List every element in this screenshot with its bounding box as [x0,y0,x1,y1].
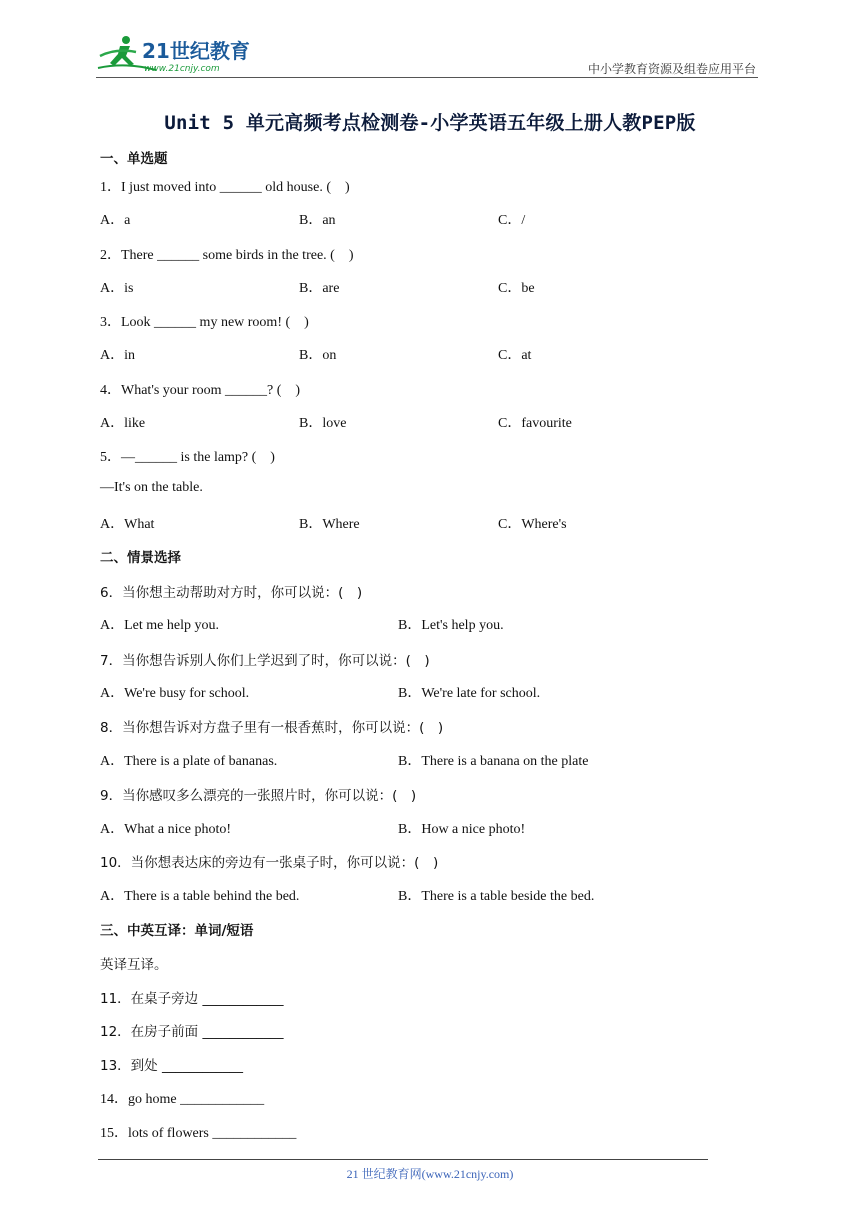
question-1-option-a: A．a [100,213,131,228]
question-6-option-b: B．Let's help you. [398,618,504,633]
section-heading-1: 一、单选题 [100,151,168,167]
section-heading-2: 二、情景选择 [100,550,181,566]
question-8-option-a: A．There is a plate of bananas. [100,754,278,769]
question-9-option-a: A．What a nice photo! [100,822,232,837]
question-7: 7．当你想告诉别人你们上学迟到了时，你可以说：( ) [100,653,430,669]
question-15: 15．lots of flowers ____________ [100,1126,297,1141]
question-8: 8．当你想告诉对方盘子里有一根香蕉时，你可以说：( ) [100,720,444,736]
question-11: 11．在桌子旁边 ____________ [100,991,284,1007]
question-5-reply: —It's on the table. [100,480,203,495]
question-1-option-b: B．an [299,213,336,228]
question-5-option-a: A．What [100,517,155,532]
question-2-option-a: A．is [100,281,134,296]
question-2-option-b: B．are [299,281,340,296]
question-5-option-b: B．Where [299,517,360,532]
question-13: 13．到处 ____________ [100,1058,243,1074]
question-3-option-b: B．on [299,348,337,363]
question-1: 1．I just moved into ______ old house. ( ) [100,180,350,195]
question-2: 2．There ______ some birds in the tree. ( ) [100,248,354,263]
question-2-option-c: C．be [498,281,535,296]
question-9: 9．当你感叹多么漂亮的一张照片时，你可以说：( ) [100,788,417,804]
question-4: 4．What's your room ______? ( ) [100,383,301,398]
question-6: 6．当你想主动帮助对方时，你可以说：( ) [100,585,363,601]
question-14: 14．go home ____________ [100,1092,265,1107]
svg-text:21世纪教育: 21世纪教育 [142,39,250,63]
question-4-option-a: A．like [100,416,146,431]
question-6-option-a: A．Let me help you. [100,618,219,633]
page-title: Unit 5 单元高频考点检测卷-小学英语五年级上册人教PEP版 [164,112,696,134]
question-5: 5．—______ is the lamp? ( ) [100,450,275,465]
page-footer: 21 世纪教育网(www.21cnjy.com) [346,1167,514,1181]
question-3-option-a: A．in [100,348,135,363]
question-5-option-c: C．Where's [498,517,567,532]
question-1-option-c: C．/ [498,213,526,228]
question-12: 12．在房子前面 ____________ [100,1024,284,1040]
footer-divider [98,1159,708,1160]
header-divider [96,77,758,78]
question-9-option-b: B．How a nice photo! [398,822,526,837]
question-7-option-a: A．We're busy for school. [100,686,250,701]
question-10: 10．当你想表达床的旁边有一张桌子时，你可以说：( ) [100,855,439,871]
page-header [96,30,758,80]
question-3-option-c: C．at [498,348,532,363]
question-8-option-b: B．There is a banana on the plate [398,754,589,769]
question-3: 3．Look ______ my new room! ( ) [100,315,309,330]
question-10-option-b: B．There is a table beside the bed. [398,889,595,904]
logo-icon [96,34,266,74]
section-3-instruction: 英译互译。 [100,957,168,973]
section-heading-3: 三、中英互译：单词/短语 [100,923,254,939]
question-4-option-c: C．favourite [498,416,572,431]
header-slogan: 中小学教育资源及组卷应用平台 [587,62,756,76]
question-10-option-a: A．There is a table behind the bed. [100,889,300,904]
svg-text:www.21cnjy.com: www.21cnjy.com [144,64,220,74]
question-4-option-b: B．love [299,416,347,431]
question-7-option-b: B．We're late for school. [398,686,541,701]
